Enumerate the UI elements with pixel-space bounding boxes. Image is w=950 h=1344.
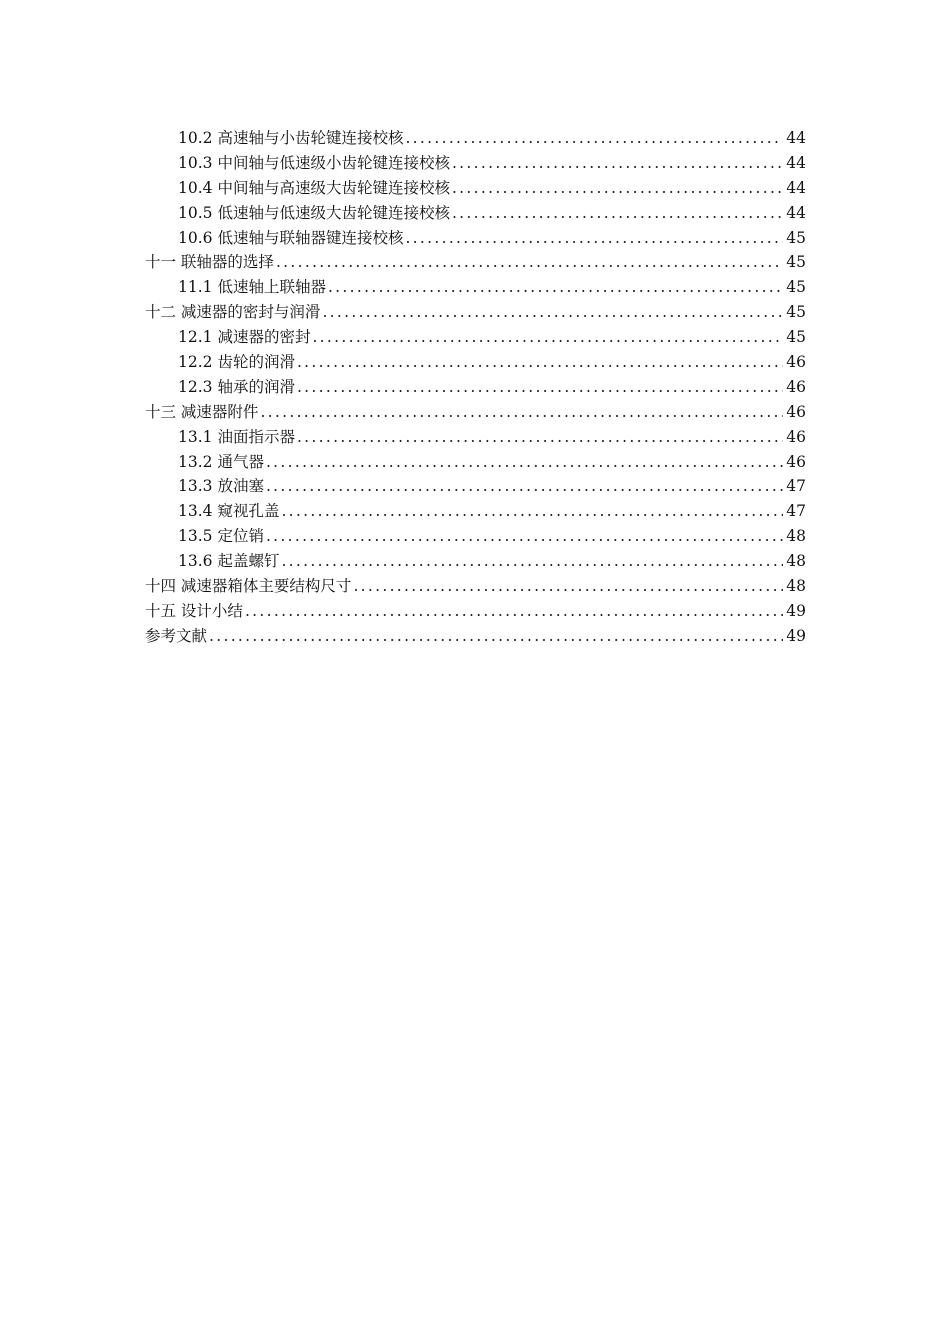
toc-dot-leader (297, 375, 783, 400)
toc-entry-title: 12.2 齿轮的润滑 (178, 353, 295, 372)
toc-page-number: 44 (786, 129, 806, 147)
toc-dot-leader (452, 176, 783, 201)
toc-page-number: 46 (786, 353, 806, 372)
toc-entry-title: 13.4 窥视孔盖 (178, 502, 280, 521)
toc-dot-leader (452, 151, 783, 176)
toc-page-number: 49 (786, 601, 806, 620)
toc-dot-leader (209, 624, 783, 649)
toc-dot-leader (297, 425, 783, 450)
toc-entry-title: 参考文献 (145, 626, 208, 645)
toc-dot-leader (260, 400, 783, 425)
toc-chapter-entry[interactable] (145, 574, 806, 599)
toc-dot-leader (405, 126, 783, 151)
toc-dot-leader (266, 450, 783, 475)
toc-entry[interactable] (145, 176, 806, 201)
toc-page-number: 45 (786, 253, 806, 272)
toc-chapter-entry[interactable] (145, 599, 806, 624)
toc-page-number: 44 (786, 153, 806, 172)
toc-page-number: 49 (786, 626, 806, 645)
toc-entry-title: 13.6 起盖螺钉 (178, 552, 280, 571)
toc-entry[interactable] (145, 474, 806, 499)
toc-dot-leader (312, 325, 783, 350)
toc-dot-leader (297, 350, 783, 375)
toc-dot-leader (328, 275, 783, 300)
toc-page-number: 45 (786, 303, 806, 322)
toc-chapter-entry[interactable] (145, 300, 806, 325)
toc-page-number: 46 (786, 377, 806, 396)
toc-dot-leader (452, 201, 783, 226)
toc-dot-leader (281, 499, 783, 524)
toc-entry-title: 十五 设计小结 (145, 601, 243, 620)
toc-entry[interactable] (145, 425, 806, 450)
toc-entry-title: 13.2 通气器 (178, 452, 264, 471)
toc-entry[interactable] (145, 201, 806, 226)
toc-dot-leader (405, 226, 783, 251)
toc-dot-leader (281, 549, 783, 574)
toc-chapter-entry[interactable] (145, 400, 806, 425)
toc-entry-title: 12.3 轴承的润滑 (178, 377, 295, 396)
toc-page-number: 46 (786, 452, 806, 471)
toc-entry-title: 13.3 放油塞 (178, 477, 264, 496)
toc-entry-title: 13.5 定位销 (178, 527, 264, 546)
toc-page-number: 44 (786, 203, 806, 222)
toc-dot-leader (322, 300, 783, 325)
toc-page-number: 45 (786, 278, 806, 297)
toc-entry-title: 10.3 中间轴与低速级小齿轮键连接校核 (178, 153, 450, 172)
toc-entry[interactable] (145, 325, 806, 350)
toc-page-number: 47 (786, 477, 806, 496)
toc-chapter-entry[interactable] (145, 624, 806, 649)
toc-page-number: 45 (786, 328, 806, 347)
toc-entry[interactable] (145, 275, 806, 300)
toc-entry-title: 十四 减速器箱体主要结构尺寸 (145, 577, 352, 596)
toc-dot-leader (266, 474, 783, 499)
toc-page-number: 48 (786, 527, 806, 546)
toc-page-number: 45 (786, 228, 806, 247)
toc-entry-title: 10.4 中间轴与高速级大齿轮键连接校核 (178, 178, 450, 197)
toc-entry[interactable] (145, 350, 806, 375)
toc-entry-title: 12.1 减速器的密封 (178, 328, 311, 347)
toc-dot-leader (353, 574, 783, 599)
toc-entry[interactable] (145, 524, 806, 549)
toc-page-number: 47 (786, 502, 806, 521)
toc-entry-title: 十二 减速器的密封与润滑 (145, 303, 321, 322)
toc-entry[interactable] (145, 549, 806, 574)
toc-entry[interactable] (145, 226, 806, 251)
toc-page-number: 46 (786, 402, 806, 421)
toc-entry-title: 10.5 低速轴与低速级大齿轮键连接校核 (178, 203, 450, 222)
toc-page-number: 48 (786, 552, 806, 571)
toc-page-number: 44 (786, 178, 806, 197)
toc-entry[interactable] (145, 375, 806, 400)
toc-entry[interactable] (145, 126, 806, 151)
toc-entry-title: 十一 联轴器的选择 (145, 253, 274, 272)
toc-chapter-entry[interactable] (145, 250, 806, 275)
toc-dot-leader (276, 250, 783, 275)
toc-entry[interactable] (145, 499, 806, 524)
toc-entry-title: 11.1 低速轴上联轴器 (178, 278, 326, 297)
toc-dot-leader (245, 599, 783, 624)
toc-entry-title: 10.2 高速轴与小齿轮键连接校核 (178, 129, 404, 147)
toc-entry-title: 十三 减速器附件 (145, 402, 259, 421)
toc-page-number: 46 (786, 427, 806, 446)
table-of-contents (145, 126, 806, 649)
toc-entry-title: 10.6 低速轴与联轴器键连接校核 (178, 228, 404, 247)
toc-page-number: 48 (786, 577, 806, 596)
toc-entry[interactable] (145, 151, 806, 176)
toc-entry[interactable] (145, 450, 806, 475)
toc-dot-leader (266, 524, 783, 549)
toc-entry-title: 13.1 油面指示器 (178, 427, 295, 446)
